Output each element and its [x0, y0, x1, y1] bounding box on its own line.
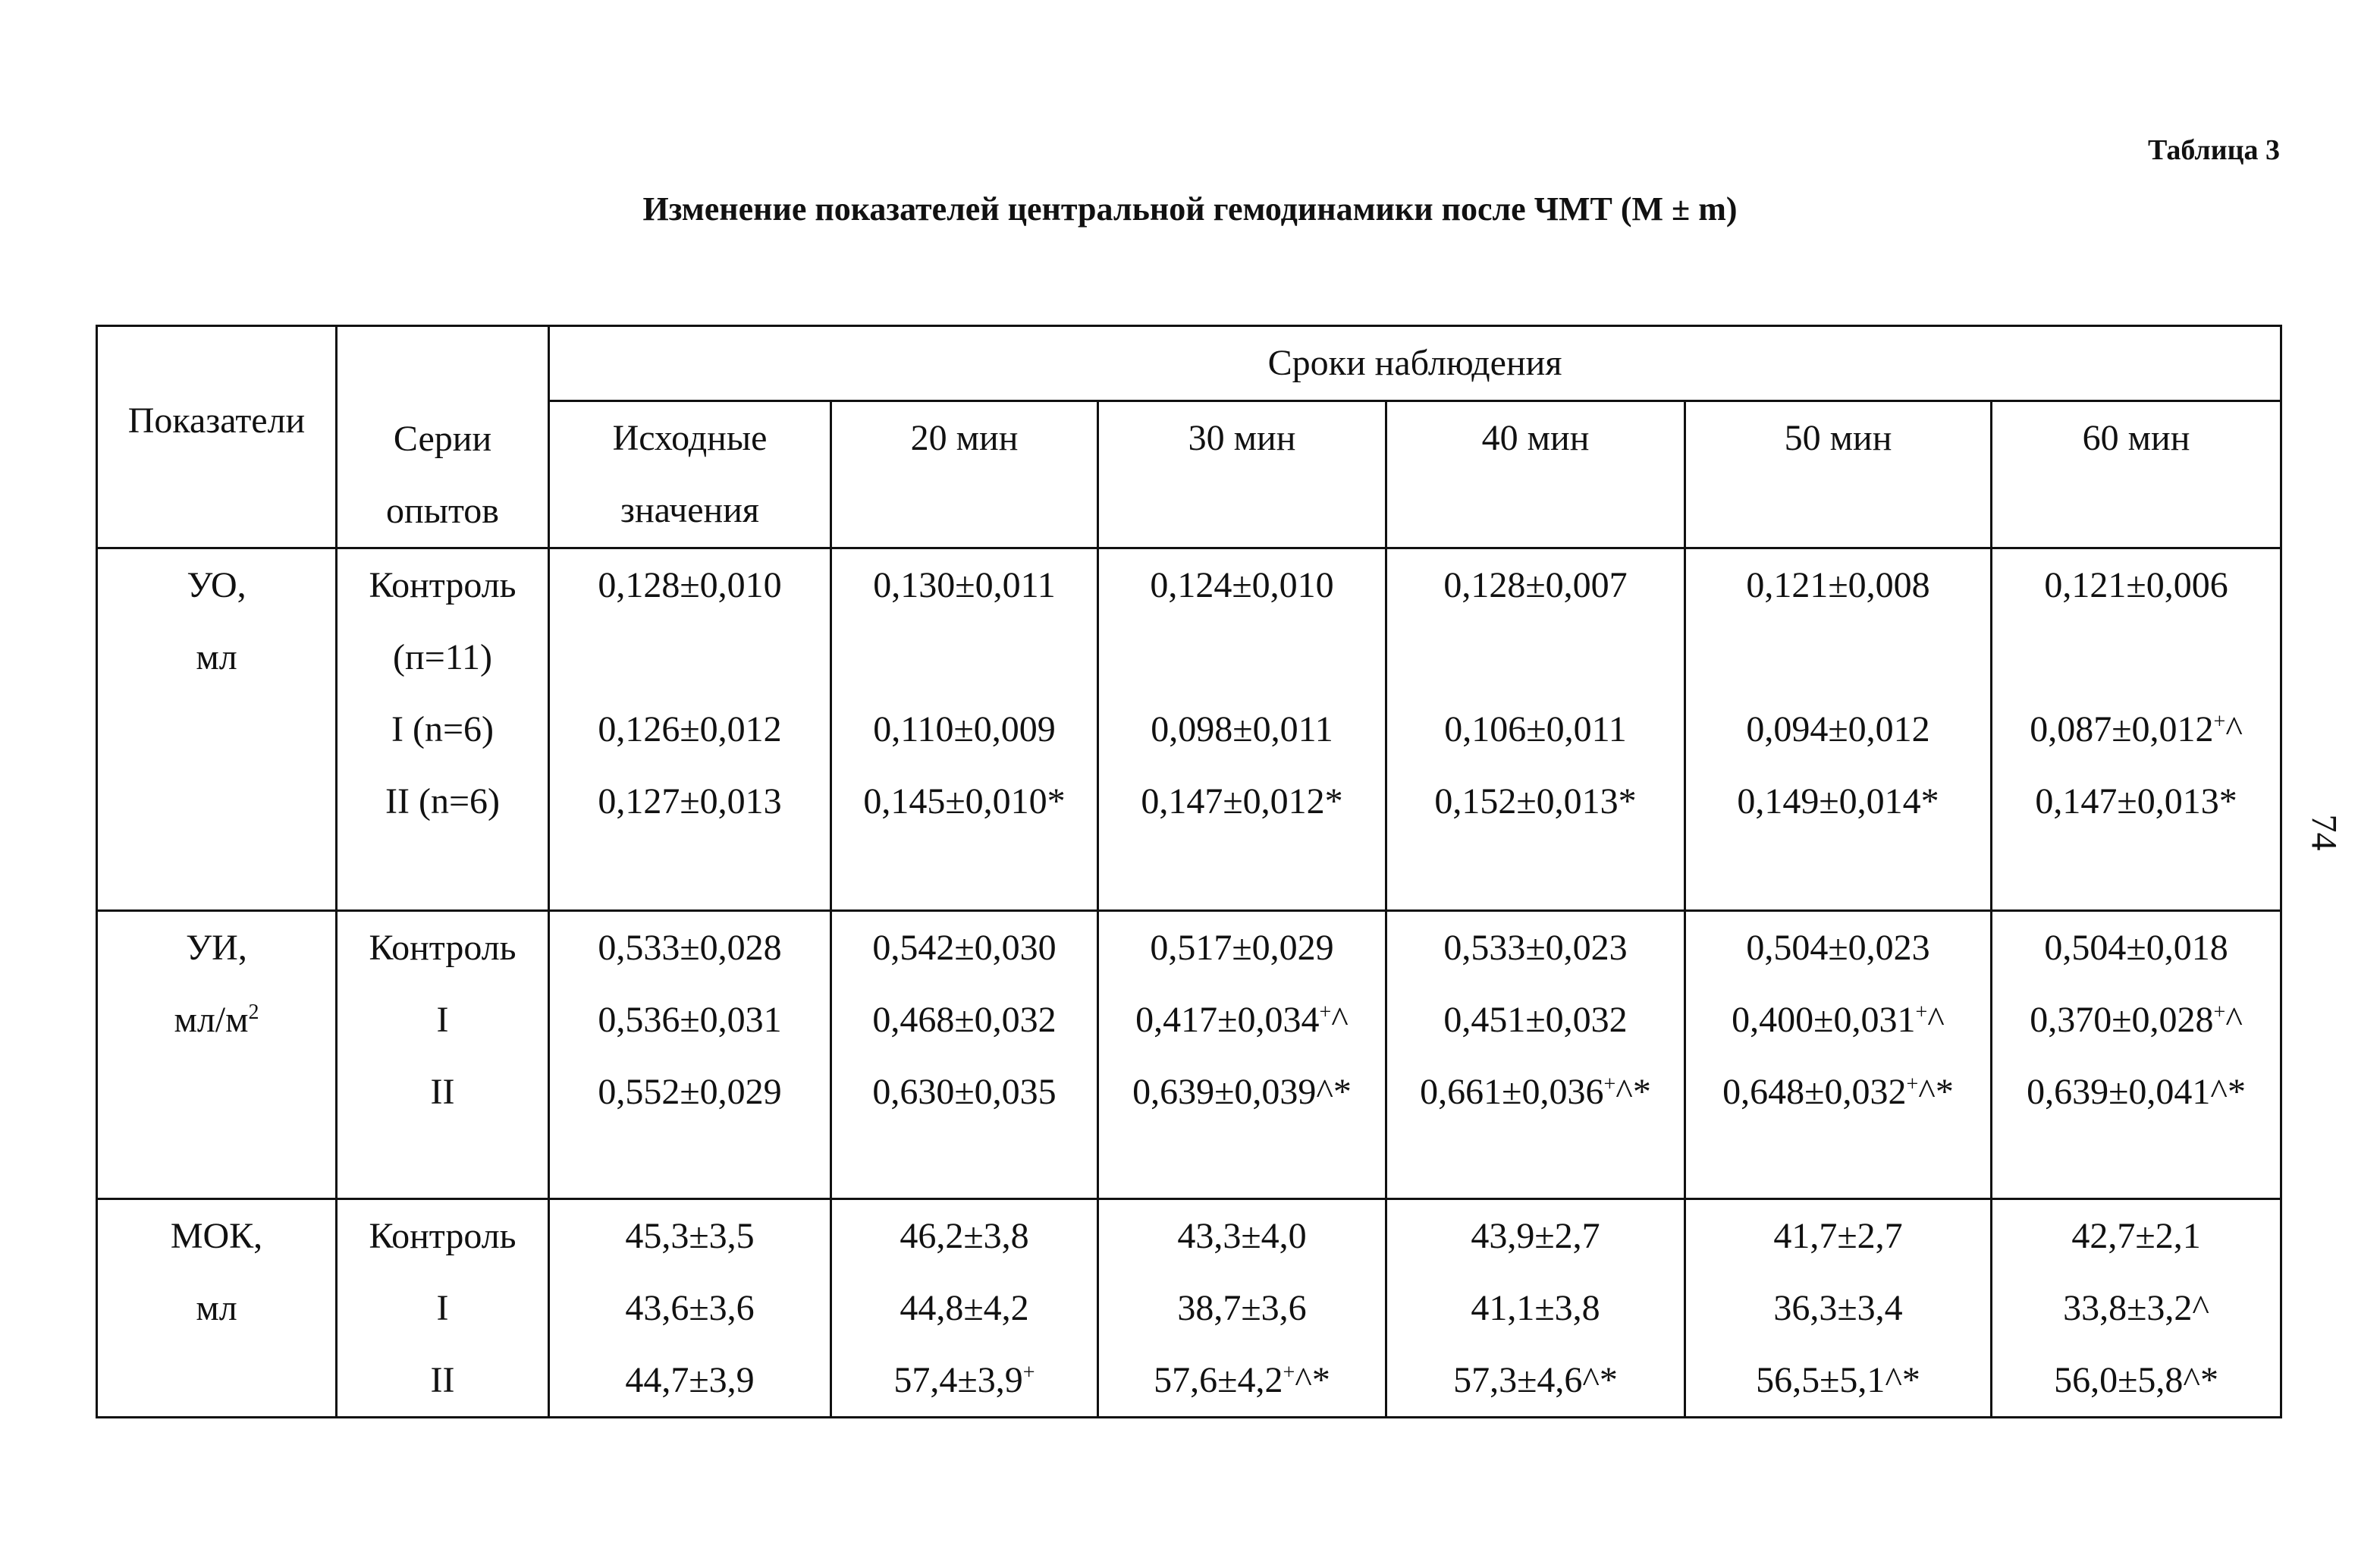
- value-text: 0,128±0,007: [1443, 565, 1628, 605]
- header-period-line1: Исходные: [612, 417, 768, 458]
- value-line: [832, 1272, 1097, 1344]
- value-line: [1686, 693, 1990, 765]
- value-superscript: +: [1319, 1001, 1332, 1024]
- value-line: [1387, 549, 1684, 621]
- value-line: [1686, 765, 1990, 837]
- value-text: 0,098±0,011: [1151, 709, 1333, 749]
- value-text: 46,2±3,8: [900, 1216, 1029, 1256]
- header-period-line2: [1387, 474, 1684, 546]
- value-superscript: +: [2213, 1001, 2226, 1024]
- value-line: [1387, 1344, 1684, 1416]
- value-line: [550, 1344, 830, 1416]
- series-cell: [337, 1199, 549, 1418]
- value-text: 0,536±0,031: [598, 1000, 782, 1040]
- value-text: 0,504±0,018: [2044, 928, 2228, 968]
- header-period-col: [1098, 401, 1386, 548]
- value-line: [1686, 1272, 1990, 1344]
- header-indicators-label: Показатели: [127, 401, 306, 441]
- header-series-line1: Серии: [393, 419, 492, 459]
- header-period-col: [549, 401, 831, 548]
- value-text: 43,3±4,0: [1177, 1216, 1307, 1256]
- value-line: [1099, 984, 1385, 1056]
- value-text: 33,8±3,2^: [2063, 1288, 2209, 1328]
- header-period-line2: [1099, 474, 1385, 546]
- value-superscript: +: [1022, 1361, 1035, 1384]
- indicator-unit-text: мл: [196, 1288, 237, 1328]
- header-period-line1: 60 мин: [2082, 417, 2190, 458]
- header-period-line1: 50 мин: [1784, 417, 1892, 458]
- indicator-unit: [98, 621, 335, 693]
- value-text: 0,630±0,035: [872, 1072, 1057, 1112]
- indicator-group-row: [97, 548, 2281, 911]
- indicator-name-line1: МОК,: [170, 1216, 263, 1256]
- header-periods: [549, 326, 2281, 401]
- value-text: 0,087±0,012: [2030, 709, 2214, 749]
- value-text: 0,639±0,039^*: [1132, 1072, 1352, 1112]
- header-period-line1: 30 мин: [1188, 417, 1296, 458]
- value-text: 0,124±0,010: [1150, 565, 1334, 605]
- value-cell: [1098, 911, 1386, 1199]
- value-line: [832, 549, 1097, 621]
- value-cell: [1992, 548, 2281, 911]
- series-cell: [337, 911, 549, 1199]
- value-line: [1387, 765, 1684, 837]
- page-number: 74: [2303, 814, 2344, 851]
- value-superscript: +: [1603, 1073, 1616, 1096]
- value-line: [832, 912, 1097, 984]
- value-text: 57,3±4,6^*: [1453, 1360, 1618, 1400]
- value-text: 41,7±2,7: [1773, 1216, 1903, 1256]
- value-line: [1686, 984, 1990, 1056]
- value-text: 0,552±0,029: [598, 1072, 782, 1112]
- indicator-unit: [98, 984, 335, 1056]
- indicator-unit-superscript: 2: [248, 1001, 259, 1024]
- value-line: [1686, 1344, 1990, 1416]
- value-line: [832, 621, 1097, 693]
- indicator-group-row: [97, 1199, 2281, 1418]
- value-line: [1686, 912, 1990, 984]
- value-line: [832, 693, 1097, 765]
- value-text: 56,5±5,1^*: [1756, 1360, 1920, 1400]
- value-cell: [1685, 1199, 1992, 1418]
- header-period-col: [831, 401, 1098, 548]
- indicator-name-line1: УО,: [187, 565, 246, 605]
- value-text: 0,128±0,010: [598, 565, 782, 605]
- value-line: [1992, 693, 2280, 765]
- value-line: [550, 912, 830, 984]
- series-label: I: [436, 1288, 449, 1328]
- hemodynamics-table: [96, 325, 2282, 1418]
- value-superscript: +: [1915, 1001, 1928, 1024]
- table-number: Таблица 3: [2147, 134, 2280, 166]
- indicator-name: [97, 1199, 337, 1418]
- value-line: [1099, 621, 1385, 693]
- value-line: [550, 1200, 830, 1272]
- value-text: 0,152±0,013*: [1434, 781, 1637, 821]
- value-text: 0,533±0,023: [1443, 928, 1628, 968]
- value-line: [832, 1200, 1097, 1272]
- table-title: Изменение показателей центральной гемодинамики после ЧМТ (M ± m): [642, 190, 1738, 228]
- value-cell: [1098, 548, 1386, 911]
- value-text: 0,121±0,008: [1746, 565, 1930, 605]
- value-line: [1099, 912, 1385, 984]
- indicator-group-row: [97, 911, 2281, 1199]
- indicator-unit: [98, 1272, 335, 1344]
- value-cell: [831, 1199, 1098, 1418]
- header-period-col: [1386, 401, 1685, 548]
- value-text: 0,542±0,030: [872, 928, 1057, 968]
- value-line: [550, 693, 830, 765]
- value-text: 0,504±0,023: [1746, 928, 1930, 968]
- value-text: 36,3±3,4: [1773, 1288, 1903, 1328]
- header-period-line1: 40 мин: [1481, 417, 1590, 458]
- indicator-name: [97, 548, 337, 911]
- header-series: [337, 326, 549, 548]
- header-period-line2: [1686, 474, 1990, 546]
- series-label: Контроль: [369, 928, 517, 968]
- header-period-line2: [1992, 474, 2280, 546]
- value-text: 0,130±0,011: [873, 565, 1056, 605]
- header-row-1: [97, 326, 2281, 401]
- indicator-unit-text: мл/м: [174, 1000, 249, 1040]
- value-text: 45,3±3,5: [625, 1216, 755, 1256]
- value-line: [1992, 984, 2280, 1056]
- value-line: [1387, 1200, 1684, 1272]
- value-line: [1387, 1272, 1684, 1344]
- value-line: [550, 1272, 830, 1344]
- header-indicators: [97, 326, 337, 548]
- value-line: [1686, 1056, 1990, 1128]
- value-line: [1686, 549, 1990, 621]
- indicator-name-line1: УИ,: [186, 928, 247, 968]
- series-label: II: [430, 1072, 455, 1112]
- value-suffix: ^*: [1918, 1072, 1954, 1112]
- value-cell: [1098, 1199, 1386, 1418]
- value-cell: [1386, 1199, 1685, 1418]
- value-text: 0,126±0,012: [598, 709, 782, 749]
- header-period-line1: 20 мин: [910, 417, 1019, 458]
- value-line: [832, 1056, 1097, 1128]
- indicator-name: [97, 911, 337, 1199]
- value-line: [550, 621, 830, 693]
- value-cell: [1386, 911, 1685, 1199]
- value-text: 0,094±0,012: [1746, 709, 1930, 749]
- value-text: 38,7±3,6: [1177, 1288, 1307, 1328]
- value-line: [1099, 1272, 1385, 1344]
- value-line: [1992, 549, 2280, 621]
- value-text: 0,370±0,028: [2030, 1000, 2214, 1040]
- value-text: 0,147±0,012*: [1141, 781, 1343, 821]
- value-cell: [831, 548, 1098, 911]
- value-cell: [1685, 548, 1992, 911]
- value-line: [550, 765, 830, 837]
- value-suffix: ^*: [1295, 1360, 1330, 1400]
- value-line: [550, 1056, 830, 1128]
- value-cell: [1992, 1199, 2281, 1418]
- value-line: [1686, 1200, 1990, 1272]
- value-superscript: +: [2213, 710, 2226, 734]
- header-period-line2: значения: [620, 489, 759, 530]
- indicator-unit-text: мл: [196, 637, 237, 677]
- value-line: [1686, 621, 1990, 693]
- value-superscript: +: [1283, 1361, 1295, 1384]
- value-line: [1387, 621, 1684, 693]
- value-suffix: ^: [1331, 1000, 1349, 1040]
- value-text: 0,639±0,041^*: [2027, 1072, 2246, 1112]
- value-cell: [1685, 911, 1992, 1199]
- value-text: 57,4±3,9: [893, 1360, 1023, 1400]
- value-line: [832, 765, 1097, 837]
- value-suffix: ^: [2225, 709, 2243, 749]
- value-line: [1387, 1056, 1684, 1128]
- value-line: [832, 984, 1097, 1056]
- series-label: Контроль: [369, 1216, 517, 1256]
- value-line: [1387, 984, 1684, 1056]
- value-line: [1992, 1056, 2280, 1128]
- value-line: [1387, 912, 1684, 984]
- header-series-line2: опытов: [386, 491, 499, 531]
- value-line: [1099, 1344, 1385, 1416]
- value-line: [1099, 1056, 1385, 1128]
- value-text: 44,7±3,9: [625, 1360, 755, 1400]
- value-text: 0,127±0,013: [598, 781, 782, 821]
- value-text: 0,106±0,011: [1444, 709, 1627, 749]
- series-label: I: [436, 1000, 449, 1040]
- value-cell: [549, 1199, 831, 1418]
- value-text: 0,149±0,014*: [1737, 781, 1939, 821]
- value-text: 0,451±0,032: [1443, 1000, 1628, 1040]
- value-text: 56,0±5,8^*: [2054, 1360, 2218, 1400]
- series-label: II: [430, 1360, 455, 1400]
- value-line: [1992, 912, 2280, 984]
- value-text: 43,6±3,6: [625, 1288, 755, 1328]
- value-cell: [549, 548, 831, 911]
- value-line: [1992, 1344, 2280, 1416]
- value-line: [550, 984, 830, 1056]
- value-text: 0,517±0,029: [1150, 928, 1334, 968]
- value-line: [1099, 765, 1385, 837]
- value-text: 41,1±3,8: [1471, 1288, 1600, 1328]
- value-text: 44,8±4,2: [900, 1288, 1029, 1328]
- value-cell: [831, 911, 1098, 1199]
- series-cell: [337, 548, 549, 911]
- value-text: 0,121±0,006: [2044, 565, 2228, 605]
- value-text: 42,7±2,1: [2071, 1216, 2201, 1256]
- header-periods-label: Сроки наблюдения: [1267, 343, 1562, 383]
- header-period-col: [1685, 401, 1992, 548]
- value-line: [832, 1344, 1097, 1416]
- value-line: [1099, 1200, 1385, 1272]
- value-text: 0,468±0,032: [872, 1000, 1057, 1040]
- value-line: [1992, 621, 2280, 693]
- value-cell: [1992, 911, 2281, 1199]
- value-line: [1992, 765, 2280, 837]
- series-label: Контроль: [369, 565, 517, 605]
- value-cell: [1386, 548, 1685, 911]
- value-text: 0,145±0,010*: [863, 781, 1066, 821]
- value-text: 57,6±4,2: [1154, 1360, 1283, 1400]
- value-text: 0,417±0,034: [1135, 1000, 1320, 1040]
- value-line: [1099, 549, 1385, 621]
- series-label: I (n=6): [391, 709, 495, 749]
- header-period-line2: [832, 474, 1097, 546]
- value-text: 0,661±0,036: [1420, 1072, 1604, 1112]
- value-line: [550, 549, 830, 621]
- series-label: (п=11): [393, 637, 492, 677]
- value-suffix: ^: [1927, 1000, 1945, 1040]
- value-superscript: +: [1906, 1073, 1919, 1096]
- value-line: [1992, 1272, 2280, 1344]
- value-text: 0,648±0,032: [1722, 1072, 1907, 1112]
- value-text: 0,400±0,031: [1732, 1000, 1916, 1040]
- value-line: [1387, 693, 1684, 765]
- value-line: [1992, 1200, 2280, 1272]
- value-suffix: ^: [2225, 1000, 2243, 1040]
- header-period-col: [1992, 401, 2281, 548]
- value-text: 0,147±0,013*: [2035, 781, 2237, 821]
- value-cell: [549, 911, 831, 1199]
- series-label: II (n=6): [385, 781, 500, 821]
- value-text: 0,110±0,009: [873, 709, 1056, 749]
- value-suffix: ^*: [1615, 1072, 1651, 1112]
- value-line: [1099, 693, 1385, 765]
- value-text: 0,533±0,028: [598, 928, 782, 968]
- value-text: 43,9±2,7: [1471, 1216, 1600, 1256]
